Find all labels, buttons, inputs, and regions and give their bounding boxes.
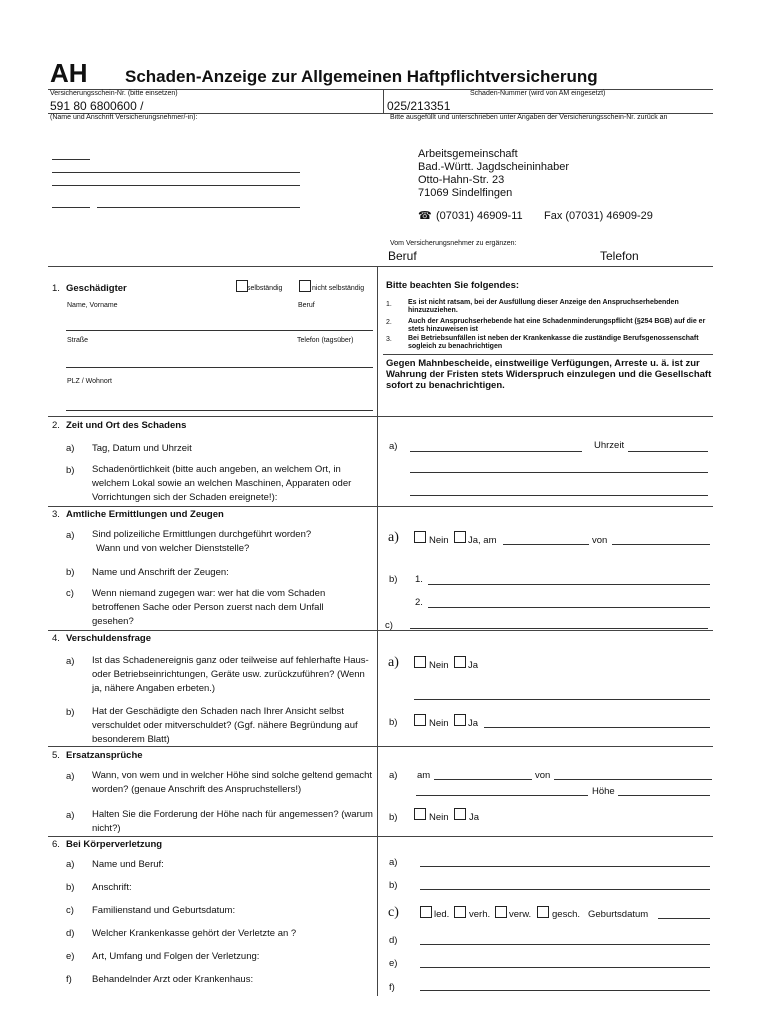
fault-detail-field[interactable] [484,727,710,728]
am-label: am [417,770,431,781]
item-label: b) [66,707,75,718]
geschieden-checkbox[interactable] [537,906,549,918]
legal-warning: Gegen Mahnbescheide, einstweilige Verfügungen, Arreste u. ä. ist zur Wahrung der Fristen stets Widerspruch einzulegen und die Gesellschaft sofort zu benachrichtigen. [386,358,712,391]
telephone-icon: ☎ [418,210,432,222]
nein-label: Nein [429,535,449,546]
first-seen-field[interactable] [410,628,708,629]
date-field[interactable] [410,451,582,452]
answer-label: a) [388,530,399,545]
claim-number-field[interactable]: 025/213351 [387,99,451,113]
injury-detail-field[interactable] [420,967,710,968]
nein-label: Nein [429,660,449,671]
ja-checkbox[interactable] [454,656,466,668]
ja-checkbox[interactable] [454,714,466,726]
item-label: a) [66,530,75,541]
recipient-address-line: 71069 Sindelfingen [418,187,513,199]
von-label: von [592,535,608,546]
defect-detail-field[interactable] [414,699,710,700]
item-text: Behandelnder Arzt oder Krankenhaus: [92,974,254,985]
item-text: Anschrift: [92,882,132,893]
verheiratet-label: verh. [469,909,491,920]
geburtsdatum-label: Geburtsdatum [588,909,649,920]
answer-label: a) [388,655,399,670]
note-text: Bei Betriebsunfällen ist neben der Krankenkasse die zuständige Berufsgenossenschaft sogleich zu benachrichtigen [408,335,699,350]
answer-label: c) [388,905,399,920]
item-text: Art, Umfang und Folgen der Verletzung: [92,951,260,962]
answer-label: a) [389,857,398,868]
injured-name-field[interactable] [420,866,710,867]
policyholder-line-4a[interactable] [52,207,90,208]
section-title: Verschuldensfrage [66,633,152,644]
answer-label: e) [389,958,398,969]
item-text: Ist das Schadenereignis ganz oder teilweise auf fehlerhafte Haus- oder Betriebseinrichtungen, Geräte usw. zurückzuführen? (Wenn ja, nähere Angaben erbeten.) [92,655,369,694]
answer-label: a) [389,441,398,452]
von-label: von [535,770,551,781]
nein-label: Nein [429,718,449,729]
item-text: Halten Sie die Forderung der Höhe nach für angemessen? (warum nicht?) [92,809,373,834]
note-number: 3. [386,336,392,343]
name-label: Name, Vorname [67,302,118,309]
ja-checkbox[interactable] [454,808,466,820]
item-label: a) [66,810,75,821]
item-label: e) [66,951,75,962]
answer-label: d) [389,935,398,946]
injured-address-field[interactable] [420,889,710,890]
ledig-label: led. [434,909,450,920]
answer-label: c) [385,620,393,631]
item-label: c) [66,905,74,916]
policy-number-field[interactable]: 591 80 6800600 / [50,99,144,113]
beruf-label: Beruf [298,302,315,309]
hoehe-label: Höhe [592,786,615,797]
witness-number: 1. [415,574,423,585]
policyholder-line-4b[interactable] [97,207,300,208]
phone-number: (07031) 46909-11 [436,210,523,222]
policyholder-line-3[interactable] [52,185,300,186]
nein-checkbox[interactable] [414,808,426,820]
section-title: Zeit und Ort des Schadens [66,420,187,431]
nein-checkbox[interactable] [414,656,426,668]
ja-label: Ja [468,718,479,729]
time-field[interactable] [628,451,708,452]
item-text: Wann und von welcher Dienststelle? [96,543,250,554]
item-text: Tag, Datum und Uhrzeit [92,443,192,454]
item-text: Hat der Geschädigte den Schaden nach Ihrer Ansicht selbst verschuldet oder mitverschuldet? (Ggf. nähere Begründung auf besonderem Blatt) [92,706,358,745]
uhrzeit-label: Uhrzeit [594,440,625,451]
policy-number-label: Versicherungsschein-Nr. (bitte einsetzen) [50,90,178,97]
ja-label: Ja [469,812,480,823]
policyholder-label: (Name und Anschrift Versicherungsnehmer/-in): [50,114,198,121]
section-title: Geschädigter [66,283,127,294]
section-number: 5. [52,750,60,761]
recipient-address-line: Otto-Hahn-Str. 23 [418,174,505,186]
answer-label: b) [389,812,398,823]
section-title: Ersatzansprüche [66,750,143,761]
page-title: Schaden-Anzeige zur Allgemeinen Haftpflichtversicherung [125,67,598,86]
item-text: Wann, von wem und in welcher Höhe sind solche geltend gemacht worden? (genaue Anschrift des Anspruchstellers!) [92,770,373,795]
ja-checkbox[interactable] [454,531,466,543]
policyholder-line-2[interactable] [52,172,300,173]
nein-checkbox[interactable] [414,714,426,726]
policyholder-line-1[interactable] [52,159,90,160]
nein-checkbox[interactable] [414,531,426,543]
ledig-checkbox[interactable] [420,906,432,918]
verwitwet-checkbox[interactable] [495,906,507,918]
item-text: Schadenörtlichkeit (bitte auch angeben, an welchem Ort, in welchem Lokal sowie an welchen Maschinen, Apparaten oder Vorrichtungen sich der Schaden ereignete!): [92,464,352,503]
selbststaendig-label: selbständig [247,285,283,292]
item-text: Name und Anschrift der Zeugen: [92,567,229,578]
answer-label: b) [389,717,398,728]
fax-number: Fax (07031) 46909-29 [544,210,653,222]
item-label: d) [66,928,75,939]
section-number: 6. [52,839,60,850]
item-label: a) [66,656,75,667]
answer-label: f) [389,982,395,993]
item-text: Name und Beruf: [92,859,164,870]
section-number: 3. [52,509,60,520]
ja-am-label: Ja, am [468,535,497,546]
item-text: Familienstand und Geburtsdatum: [92,905,236,916]
ermittlung-date-field[interactable] [503,544,589,545]
ermittlung-dienststelle-field[interactable] [612,544,710,545]
item-label: f) [66,974,72,985]
strasse-field[interactable] [66,367,373,368]
item-text: Sind polizeiliche Ermittlungen durchgeführt worden? [92,529,312,540]
notes-title: Bitte beachten Sie folgendes: [386,280,520,291]
answer-label: b) [389,574,398,585]
nicht-selbststaendig-label: nicht selbständig [312,285,365,292]
section-title: Bei Körperverletzung [66,839,163,850]
section-title: Amtliche Ermittlungen und Zeugen [66,509,224,520]
note-number: 2. [386,319,392,326]
location-field-1[interactable] [410,472,708,473]
item-label: c) [66,588,74,599]
item-label: b) [66,882,75,893]
claimant-address-field[interactable] [416,795,588,796]
recipient-address-line: Bad.-Württ. Jagdscheininhaber [418,161,570,173]
claim-number-label: Schaden-Nummer (wird von AM eingesetzt) [470,90,606,97]
strasse-label: Straße [67,337,89,344]
nein-label: Nein [429,812,449,823]
note-text: Es ist nicht ratsam, bei der Ausfüllung dieser Anzeige den Anspruchserhebenden hinzuzuziehen. [408,299,679,314]
item-label: a) [66,771,75,782]
item-text: Welcher Krankenkasse gehört der Verletzte an ? [92,928,297,939]
item-label: b) [66,567,75,578]
note-text: Auch der Anspruchserhebende hat eine Schadenminderungspflicht (§254 BGB) auf die er stets hinzuweisen ist [408,318,706,333]
item-text: Wenn niemand zugegen war: wer hat die vom Schaden betroffenen Sache oder Person zuerst nach dem Unfall gesehen? [92,588,326,627]
return-note: Bitte ausgefüllt und unterschrieben unter Angaben der Versicherungsschein-Nr. zurück an [390,114,668,121]
section-number: 4. [52,633,60,644]
claimant-field[interactable] [554,779,712,780]
witness-field-1[interactable] [428,584,710,585]
recipient-address-line: Arbeitsgemeinschaft [418,148,518,160]
health-insurance-field[interactable] [420,944,710,945]
birthdate-field[interactable] [658,918,710,919]
vn-extra-label: Vom Versicherungsnehmer zu ergänzen: [390,240,517,247]
answer-label: a) [389,770,398,781]
witness-field-2[interactable] [428,607,710,608]
note-number: 1. [386,301,392,308]
section-number: 2. [52,420,60,431]
plz-label: PLZ / Wohnort [67,378,113,385]
item-label: b) [66,465,75,476]
claim-date-field[interactable] [434,779,532,780]
claim-amount-field[interactable] [618,795,710,796]
name-field[interactable] [66,330,373,331]
nicht-selbststaendig-checkbox[interactable] [299,280,311,292]
beruf-field-label: Beruf [388,249,417,263]
doctor-field[interactable] [420,990,710,991]
answer-label: b) [389,880,398,891]
item-label: a) [66,859,75,870]
telefon-label: Telefon (tagsüber) [297,337,354,344]
verheiratet-checkbox[interactable] [454,906,466,918]
ja-label: Ja [468,660,479,671]
telefon-field-label: Telefon [600,249,639,263]
plz-field[interactable] [66,410,373,411]
logo: AH [50,58,88,88]
geschieden-label: gesch. [552,909,580,920]
location-field-2[interactable] [410,495,708,496]
witness-number: 2. [415,597,423,608]
verwitwet-label: verw. [509,909,532,920]
section-number: 1. [52,283,60,294]
item-label: a) [66,443,75,454]
